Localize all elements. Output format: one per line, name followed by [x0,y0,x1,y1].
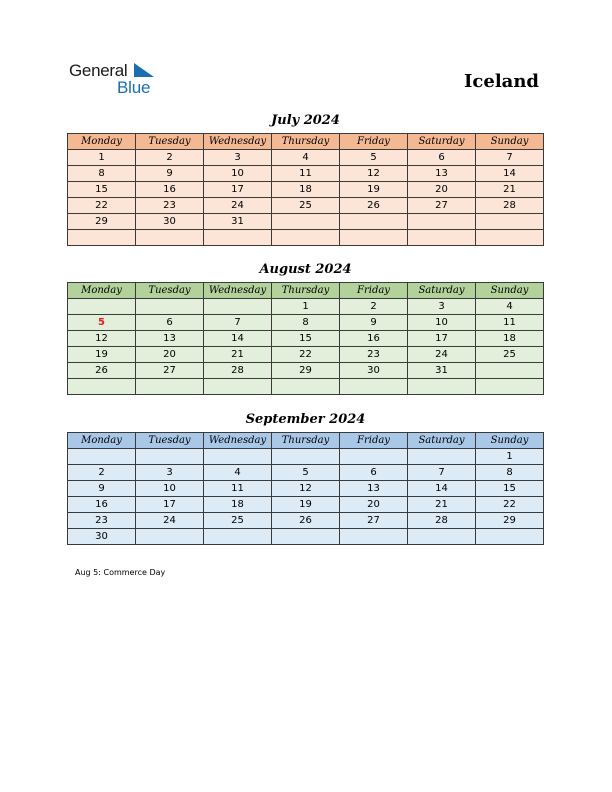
day-cell: 22 [68,198,136,214]
holiday-day-cell: 5 [68,315,136,331]
day-cell: 29 [476,513,544,529]
day-cell: 31 [204,214,272,230]
day-cell: 4 [272,150,340,166]
day-cell [476,379,544,395]
day-cell [408,230,476,246]
week-row [68,198,544,214]
day-cell: 25 [204,513,272,529]
logo-triangle-icon [132,63,154,77]
day-cell: 17 [408,331,476,347]
day-cell: 20 [340,497,408,513]
day-cell: 18 [204,497,272,513]
day-cell: 11 [272,166,340,182]
day-cell: 15 [68,182,136,198]
day-cell [476,529,544,545]
logo-text-general: General [69,61,128,80]
day-cell: 27 [340,513,408,529]
day-cell [272,230,340,246]
day-cell: 30 [68,529,136,545]
day-cell [204,449,272,465]
day-cell: 21 [408,497,476,513]
week-row [68,150,544,166]
day-cell: 31 [408,363,476,379]
day-cell [68,299,136,315]
day-cell: 19 [68,347,136,363]
day-cell: 18 [476,331,544,347]
day-cell: 17 [136,497,204,513]
day-cell [272,214,340,230]
generalblue-logo [69,61,159,97]
day-cell: 18 [272,182,340,198]
week-row [68,166,544,182]
day-cell: 28 [204,363,272,379]
day-cell: 6 [408,150,476,166]
weekday-wednesday: Wednesday [204,433,272,449]
weekday-tuesday: Tuesday [136,283,204,299]
day-cell: 12 [272,481,340,497]
day-cell: 16 [136,182,204,198]
day-cell: 29 [272,363,340,379]
day-cell [408,379,476,395]
weekday-wednesday: Wednesday [204,134,272,150]
day-cell [272,449,340,465]
day-cell: 20 [136,347,204,363]
weekday-sunday: Sunday [476,134,544,150]
day-cell: 7 [204,315,272,331]
day-cell [204,379,272,395]
weekday-saturday: Saturday [408,283,476,299]
day-cell: 4 [204,465,272,481]
day-cell: 28 [408,513,476,529]
weekday-header-row [68,283,544,299]
day-cell: 24 [204,198,272,214]
day-cell: 29 [68,214,136,230]
day-cell: 19 [340,182,408,198]
day-cell [136,299,204,315]
day-cell: 14 [408,481,476,497]
day-cell: 2 [136,150,204,166]
weekday-friday: Friday [340,283,408,299]
day-cell [68,449,136,465]
weekday-sunday: Sunday [476,283,544,299]
day-cell: 12 [340,166,408,182]
day-cell [340,214,408,230]
week-row [68,315,544,331]
day-cell: 22 [272,347,340,363]
weekday-friday: Friday [340,433,408,449]
weekday-thursday: Thursday [272,134,340,150]
day-cell: 23 [136,198,204,214]
day-cell: 16 [340,331,408,347]
week-row [68,182,544,198]
week-row [68,230,544,246]
day-cell [340,379,408,395]
day-cell: 13 [136,331,204,347]
day-cell: 26 [68,363,136,379]
day-cell: 27 [408,198,476,214]
day-cell [68,379,136,395]
calendar-july [67,133,544,246]
day-cell: 13 [340,481,408,497]
day-cell: 30 [340,363,408,379]
day-cell [476,214,544,230]
day-cell: 11 [204,481,272,497]
day-cell: 3 [408,299,476,315]
weekday-friday: Friday [340,134,408,150]
day-cell: 1 [476,449,544,465]
day-cell [136,529,204,545]
day-cell: 10 [204,166,272,182]
day-cell: 16 [68,497,136,513]
week-row [68,481,544,497]
weekday-thursday: Thursday [272,283,340,299]
day-cell: 13 [408,166,476,182]
calendar-september [67,432,544,545]
day-cell: 23 [340,347,408,363]
day-cell [408,214,476,230]
day-cell [136,230,204,246]
day-cell: 22 [476,497,544,513]
day-cell: 3 [136,465,204,481]
weekday-header-row [68,433,544,449]
weekday-wednesday: Wednesday [204,283,272,299]
day-cell: 4 [476,299,544,315]
day-cell: 25 [476,347,544,363]
day-cell: 24 [408,347,476,363]
day-cell [340,230,408,246]
week-row [68,214,544,230]
weekday-monday: Monday [68,433,136,449]
month-title-august: August 2024 [259,262,352,277]
day-cell [136,449,204,465]
week-row [68,529,544,545]
weekday-saturday: Saturday [408,433,476,449]
day-cell: 3 [204,150,272,166]
day-cell: 14 [204,331,272,347]
day-cell [476,363,544,379]
day-cell: 20 [408,182,476,198]
week-row [68,331,544,347]
week-row [68,449,544,465]
month-title-september: September 2024 [245,412,366,427]
day-cell: 30 [136,214,204,230]
week-row [68,465,544,481]
week-row [68,513,544,529]
day-cell: 1 [68,150,136,166]
day-cell [408,449,476,465]
day-cell [204,299,272,315]
day-cell: 15 [476,481,544,497]
day-cell [68,230,136,246]
day-cell [136,379,204,395]
week-row [68,379,544,395]
day-cell [408,529,476,545]
day-cell [476,230,544,246]
day-cell: 6 [340,465,408,481]
day-cell: 17 [204,182,272,198]
day-cell: 15 [272,331,340,347]
day-cell: 5 [340,150,408,166]
weekday-sunday: Sunday [476,433,544,449]
day-cell: 2 [340,299,408,315]
day-cell: 11 [476,315,544,331]
week-row [68,299,544,315]
day-cell [272,529,340,545]
day-cell [340,449,408,465]
day-cell: 1 [272,299,340,315]
calendar-body [68,150,544,246]
calendar-body [68,449,544,545]
day-cell [204,529,272,545]
day-cell: 9 [68,481,136,497]
day-cell: 7 [476,150,544,166]
day-cell: 12 [68,331,136,347]
day-cell: 26 [272,513,340,529]
day-cell: 6 [136,315,204,331]
logo-text-blue: Blue [117,78,151,97]
day-cell: 21 [476,182,544,198]
month-title-july: July 2024 [271,113,340,128]
weekday-monday: Monday [68,134,136,150]
day-cell: 10 [408,315,476,331]
day-cell: 8 [68,166,136,182]
day-cell: 8 [272,315,340,331]
week-row [68,497,544,513]
day-cell [340,529,408,545]
day-cell: 2 [68,465,136,481]
day-cell: 26 [340,198,408,214]
weekday-saturday: Saturday [408,134,476,150]
weekday-header-row [68,134,544,150]
day-cell: 27 [136,363,204,379]
week-row [68,347,544,363]
day-cell: 28 [476,198,544,214]
weekday-tuesday: Tuesday [136,134,204,150]
week-row [68,363,544,379]
calendar-body [68,299,544,395]
weekday-monday: Monday [68,283,136,299]
holiday-note: Aug 5: Commerce Day [75,568,166,577]
weekday-tuesday: Tuesday [136,433,204,449]
day-cell: 9 [340,315,408,331]
day-cell: 9 [136,166,204,182]
day-cell [204,230,272,246]
day-cell [272,379,340,395]
day-cell: 23 [68,513,136,529]
weekday-thursday: Thursday [272,433,340,449]
day-cell: 21 [204,347,272,363]
day-cell: 5 [272,465,340,481]
day-cell: 8 [476,465,544,481]
day-cell: 19 [272,497,340,513]
calendar-august [67,282,544,395]
day-cell: 7 [408,465,476,481]
day-cell: 25 [272,198,340,214]
day-cell: 10 [136,481,204,497]
day-cell: 14 [476,166,544,182]
day-cell: 24 [136,513,204,529]
country-title: Iceland [463,71,539,92]
